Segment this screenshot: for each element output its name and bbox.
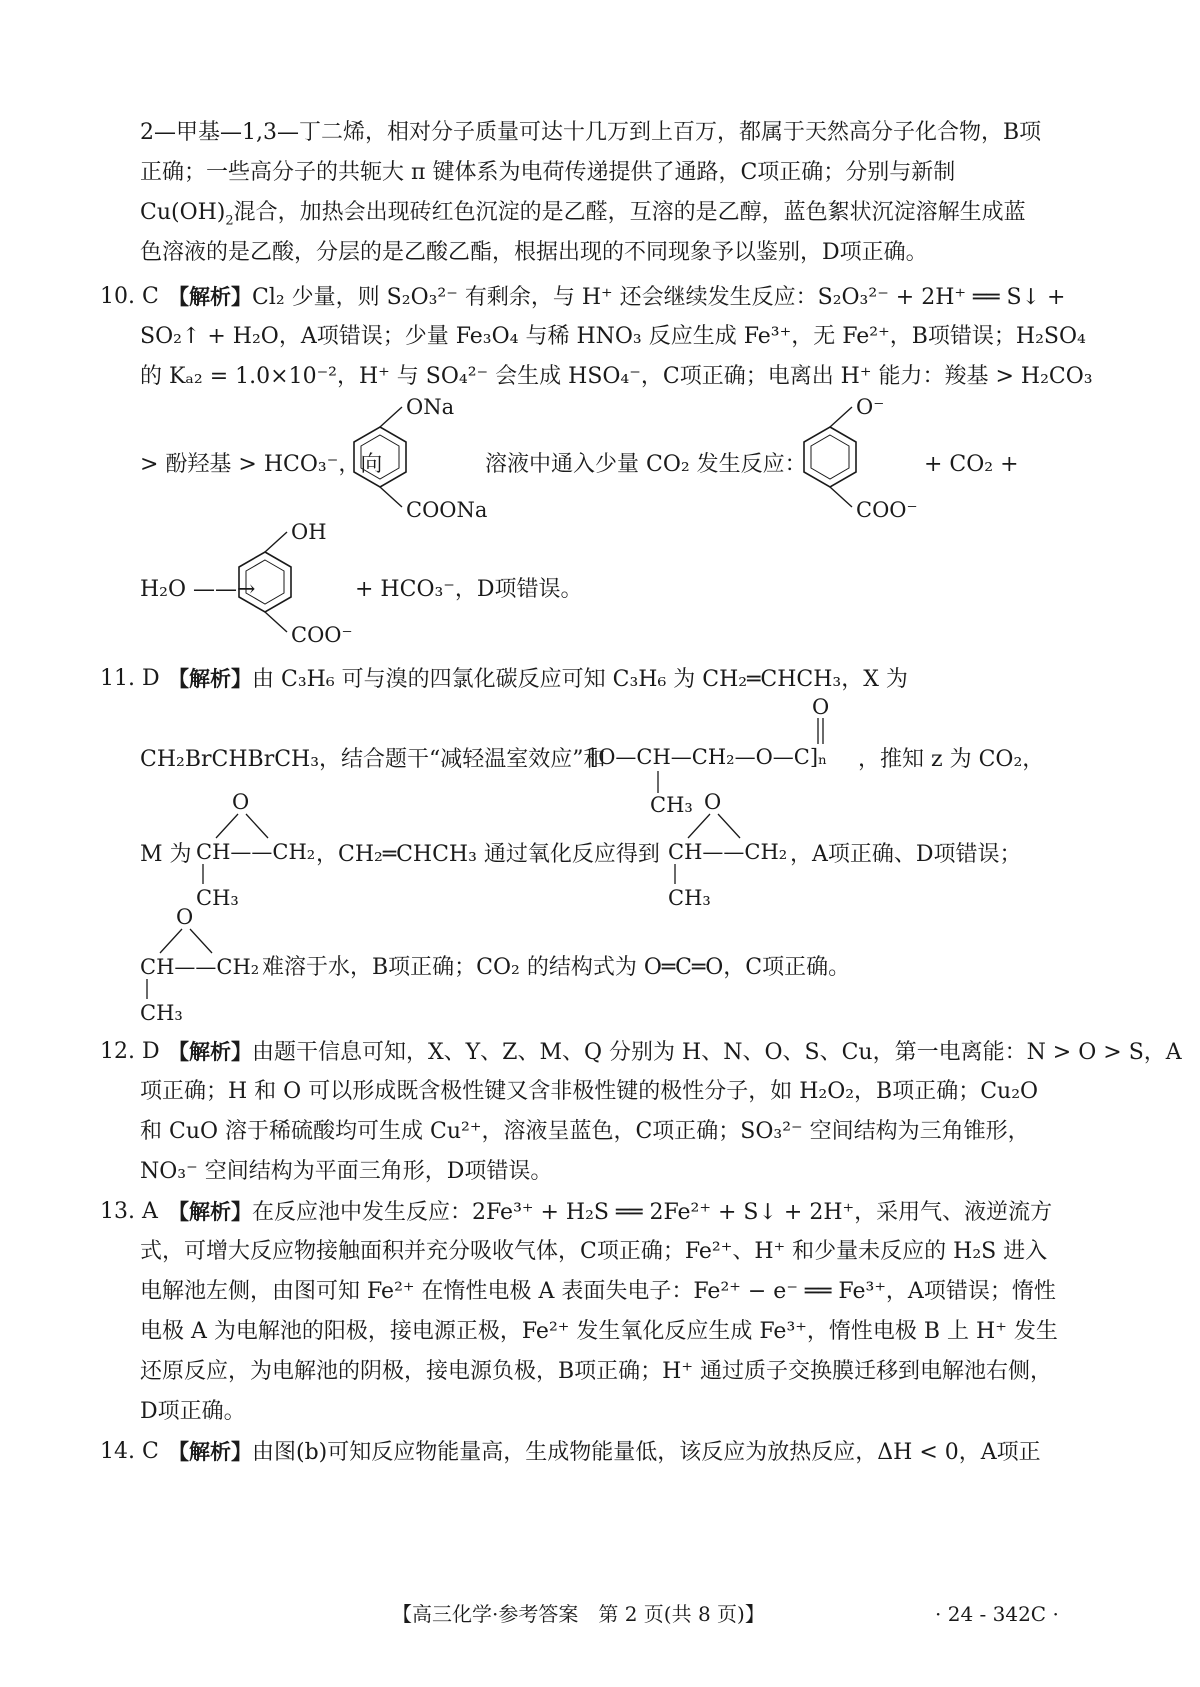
carbonyl-oxygen: O [812,695,830,719]
text-line: 的 Kₐ₂ = 1.0×10⁻²，H⁺ 与 SO₄²⁻ 会生成 HSO₄⁻，C项正确；电离出 H⁺ 能力：羧基 > H₂CO₃ [140,364,1093,389]
text-line: 电极 A 为电解池的阳极，接电源正极，Fe²⁺ 发生氧化反应生成 Fe³⁺，惰性电极 B 上 H⁺ 发生 [140,1319,1058,1344]
methyl-label: CH₃ [650,793,693,817]
text-fragment: 混合，加热会出现砖红色沉淀的是乙醛，互溶的是乙醇，蓝色絮状沉淀溶解生成蓝 [233,200,1026,225]
substituent-label: COO⁻ [856,498,918,522]
text-fragment: 由图(b)可知反应物能量高，生成物能量低，该反应为放热反应，ΔH < 0，A项正 [252,1440,1041,1465]
substituent-label: O⁻ [856,395,885,419]
text-line [168,664,908,695]
text-line: NO₃⁻ 空间结构为平面三角形，D项错误。 [140,1159,553,1184]
epoxide-oxygen: O [176,905,194,929]
text-line: 2—甲基—1,3—丁二烯，相对分子质量可达十几万到上百万，都属于天然高分子化合物，B项 [140,120,1042,145]
benzene-ring-icon [350,425,410,495]
structure-salicylate-dianion [800,395,940,522]
text-line: CH₂BrCHBrCH₃，结合题干“减轻温室效应”和 [140,747,606,772]
single-bond-icon [143,979,153,1003]
text-line: 正确；一些高分子的共轭大 π 键体系为电荷传递提供了通路，C项正确；分别与新制 [140,160,956,185]
text-line: SO₂↑ + H₂O，A项错误；少量 Fe₃O₄ 与稀 HNO₃ 反应生成 Fe³⁺，无 Fe²⁺，B项错误；H₂SO₄ [140,324,1086,349]
structure-salicylate [235,520,375,647]
text-line [168,1197,1052,1228]
text-line: 电解池左侧，由图可知 Fe²⁺ 在惰性电极 A 表面失电子：Fe²⁺ − e⁻ ══ Fe³⁺，A项错误；惰性 [140,1279,1056,1304]
epoxide-backbone: CH——CH₂ [140,955,260,979]
text-line: 项正确；H 和 O 可以形成既含极性键又含非极性键的极性分子，如 H₂O₂，B项正确；Cu₂O [140,1079,1039,1104]
question-number: 14. C [100,1439,159,1464]
text-line: H₂O ——→ [140,577,256,602]
substituent-label: OH [291,520,327,544]
analysis-tag: 【解析】 [168,285,252,309]
text-line: 和 CuO 溶于稀硫酸均可生成 Cu²⁺，溶液呈蓝色，C项正确；SO₃²⁻ 空间结构为三角锥形， [140,1119,1030,1144]
structure-propylene-oxide [668,790,788,910]
methyl-label: CH₃ [196,886,239,910]
polymer-chain: [O—CH—CH₂—O—C]ₙ [590,745,828,769]
text-line: + CO₂ + [924,452,1019,477]
text-fragment: Cu(OH) [140,200,226,225]
text-fragment: Cl₂ 少量，则 S₂O₃²⁻ 有剩余，与 H⁺ 还会继续发生反应：S₂O₃²⁻ + 2H⁺ ══ S↓ + [252,285,1066,310]
text-line: ，推知 z 为 CO₂， [858,747,1045,772]
text-line: 溶液中通入少量 CO₂ 发生反应： [485,452,807,477]
page-footer: 【高三化学·参考答案 第 2 页(共 8 页)】 [392,1602,765,1626]
text-line [168,1437,1041,1468]
analysis-tag: 【解析】 [168,1040,252,1064]
double-bond-icon [814,718,834,748]
text-line: 还原反应，为电解池的阴极，接电源负极，B项正确；H⁺ 通过质子交换膜迁移到电解池右侧， [140,1359,1052,1384]
text-line: ，CH₂═CHCH₃ 通过氧化反应得到 [316,842,660,867]
text-line: D项正确。 [140,1399,246,1424]
question-number: 12. D [100,1039,160,1064]
epoxide-backbone: CH——CH₂ [196,840,316,864]
analysis-tag: 【解析】 [168,1440,252,1464]
text-line [168,282,1065,313]
benzene-ring-icon [235,550,295,620]
text-line: $Cu(OH)_2$混合，加热会出现砖红色沉淀的是乙醛，互溶的是乙醇，蓝色絮状沉淀溶解生成蓝 [140,200,1026,229]
methyl-label: CH₃ [140,1001,183,1025]
text-line: > 酚羟基 > HCO₃⁻，向 [140,452,383,477]
structure-sodium-salicylate [350,395,500,522]
text-line: M 为 [140,842,192,867]
structure-propylene-oxide [196,790,316,910]
epoxide-backbone: CH——CH₂ [668,840,788,864]
structure-polycarbonate [590,695,860,817]
analysis-tag: 【解析】 [168,1200,252,1224]
epoxide-oxygen: O [232,790,250,814]
text-line: ，A项正确、D项错误； [790,842,1022,867]
substituent-label: COO⁻ [291,623,353,647]
analysis-tag: 【解析】 [168,667,252,691]
text-fragment: 由题干信息可知，X、Y、Z、M、Q 分别为 H、N、O、S、Cu，第一电离能：N > O > S，A [252,1040,1182,1065]
document-code: · 24 - 342C · [935,1602,1059,1626]
methyl-label: CH₃ [668,886,711,910]
text-line: 难溶于水，B项正确；CO₂ 的结构式为 O═C═O，C项正确。 [262,955,851,980]
substituent-label: ONa [406,395,455,419]
text-fragment: 在反应池中发生反应：2Fe³⁺ + H₂S ══ 2Fe²⁺ + S↓ + 2H⁺，采用气、液逆流方 [252,1200,1053,1225]
question-number: 13. A [100,1199,158,1224]
question-number: 10. C [100,284,159,309]
text-fragment: 由 C₃H₆ 可与溴的四氯化碳反应可知 C₃H₆ 为 CH₂═CHCH₃，X 为 [252,667,908,692]
text-line [168,1037,1182,1068]
text-line: + HCO₃⁻，D项错误。 [355,577,583,602]
single-bond-icon [199,864,209,888]
single-bond-icon [671,864,681,888]
substituent-label: COONa [406,498,488,522]
text-line: 色溶液的是乙酸，分层的是乙酸乙酯，根据出现的不同现象予以鉴别，D项正确。 [140,240,928,265]
question-number: 11. D [100,666,160,691]
structure-propylene-oxide [140,905,260,1025]
text-line: 式，可增大反应物接触面积并充分吸收气体，C项正确；Fe²⁺、H⁺ 和少量未反应的 H₂S 进入 [140,1239,1048,1264]
epoxide-oxygen: O [704,790,722,814]
benzene-ring-icon [800,425,860,495]
